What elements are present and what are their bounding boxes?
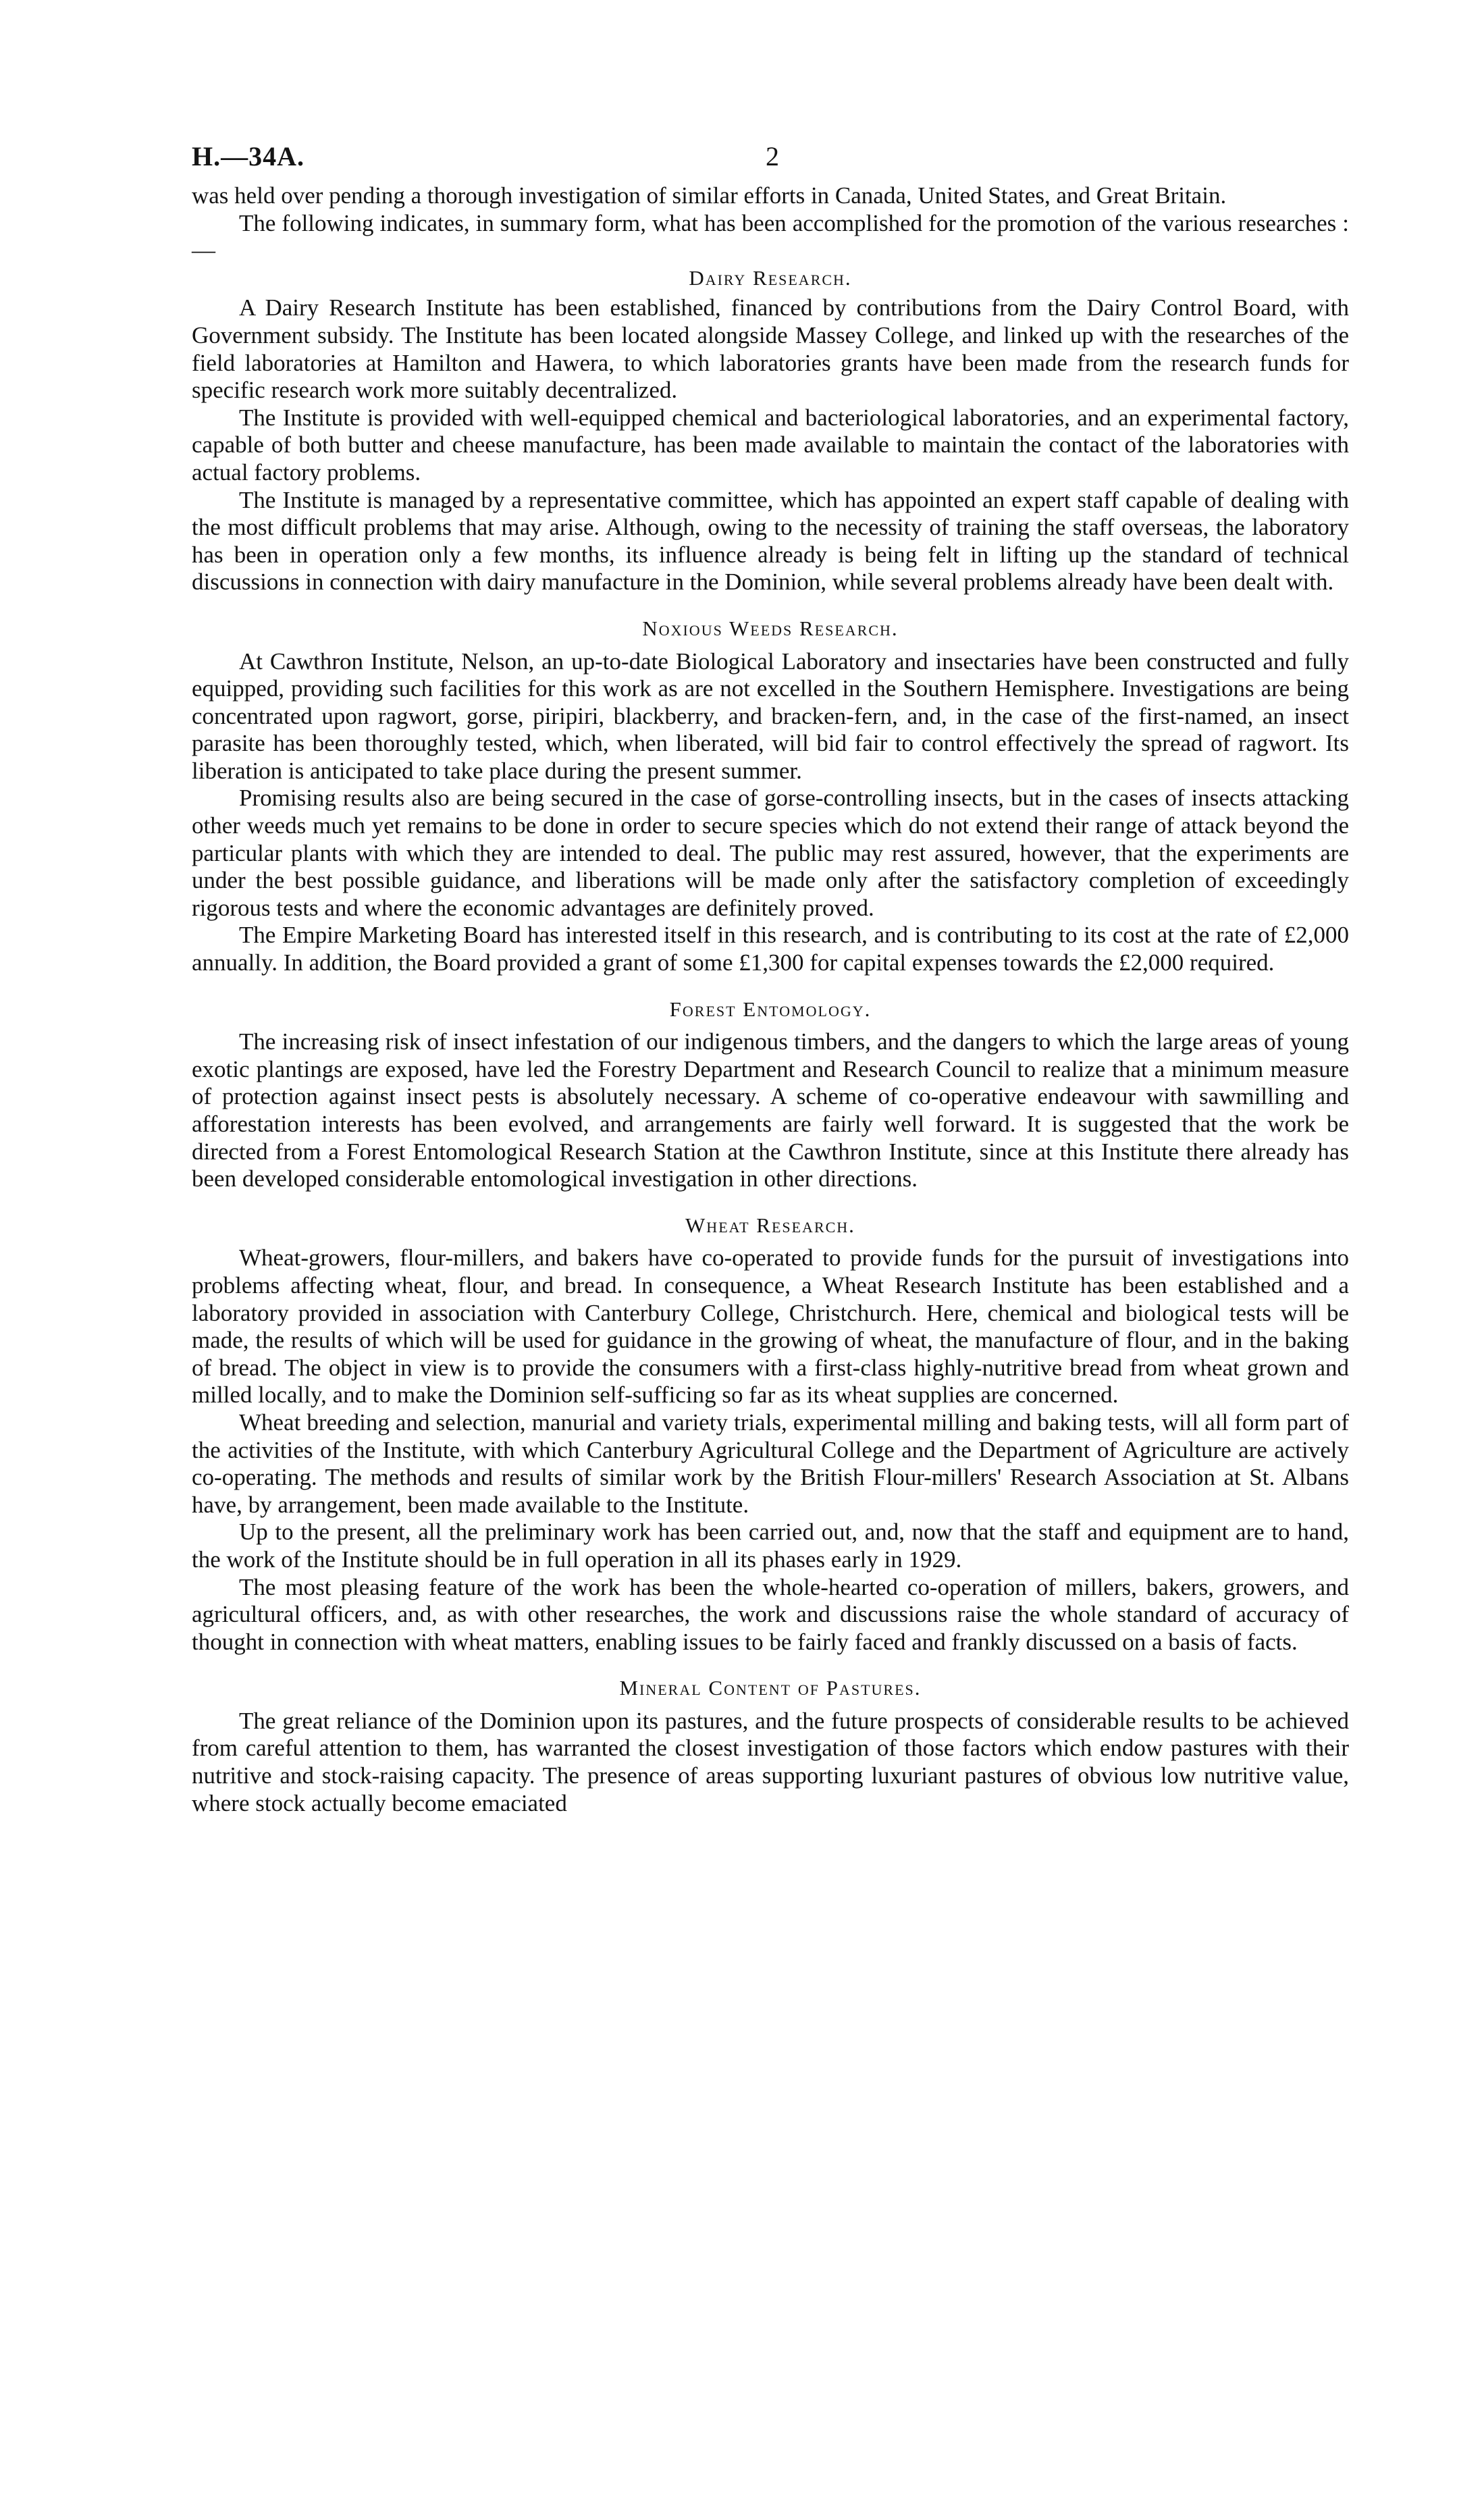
paragraph: A Dairy Research Institute has been established, financed by contributions from the Dairy Control Board, with Government subsidy. The Institute has been located alongside Massey College, and linked up with the researches of the field laboratories at Hamilton and Hawera, to which laboratories grants have been made from the research funds for specific research work more suitably decentralized.: [192, 294, 1349, 404]
document-page: [192, 135, 1349, 1817]
paragraph: Wheat-growers, flour-millers, and bakers have co-operated to provide funds for the pursuit of investigations into problems affecting wheat, flour, and bread. In consequence, a Wheat Research Institute has been established and a laboratory provided in association with Canterbury College, Christchurch. Here, chemical and biological tests will be made, the results of which will be used for guidance in the growing of wheat, the manufacture of flour, and in the baking of bread. The object in view is to provide the consumers with a first-class highly-nutritive bread from wheat grown and milled locally, and to make the Dominion self-sufficing so far as its wheat supplies are concerned.: [192, 1244, 1349, 1409]
paragraph: The Empire Marketing Board has interested itself in this research, and is contributing to its cost at the rate of £2,000 annually. In addition, the Board provided a grant of some £1,300 for capital expenses towards the £2,000 required.: [192, 922, 1349, 976]
section-heading: Dairy Research.: [689, 265, 852, 290]
paragraph: The Institute is provided with well-equipped chemical and bacteriological laboratories, and an experimental factory, capable of both butter and cheese manufacture, has been made available to maintain the contact of the laboratories with actual factory problems.: [192, 404, 1349, 485]
section-mineral-content-of-pastures: [192, 1675, 1349, 1817]
section-noxious-weeds-research: [192, 615, 1349, 977]
paragraph: The great reliance of the Dominion upon its pastures, and the future prospects of considerable results to be achieved from careful attention to them, has warranted the closest investigation of those factors which endow pastures with their nutritive and stock-raising capacity. The presence of areas supporting luxuriant pastures of obvious low nutritive value, where stock actually become emaciated: [192, 1707, 1349, 1816]
intro-continuation: was held over pending a thorough investigation of similar efforts in Canada, United States, and Great Britain.: [192, 182, 1227, 209]
section-heading: Forest Entomology.: [669, 997, 872, 1021]
section-wheat-research: [192, 1212, 1349, 1656]
document-reference: H.—34A.: [192, 141, 304, 172]
page-number: 2: [766, 141, 779, 172]
section-heading: Noxious Weeds Research.: [642, 616, 899, 640]
section-heading: Wheat Research.: [685, 1213, 855, 1237]
intro-summary: The following indicates, in summary form, what has been accomplished for the promotion of the various researches :—: [192, 209, 1349, 264]
page-header: [192, 135, 1349, 182]
paragraph: Up to the present, all the preliminary work has been carried out, and, now that the staff and equipment are to hand, the work of the Institute should be in full operation in all its phases early in 1929.: [192, 1519, 1349, 1573]
section-dairy-research: [192, 265, 1349, 596]
section-heading: Mineral Content of Pastures.: [619, 1676, 922, 1700]
paragraph: The increasing risk of insect infestation of our indigenous timbers, and the dangers to which the large areas of young exotic plantings are exposed, have led the Forestry Department and Research Council to realize that a minimum measure of protection against insect pests is absolutely necessary. A scheme of co-operative endeavour with sawmilling and afforestation interests has been evolved, and arrangements are fairly well forward. It is suggested that the work be directed from a Forest Entomological Research Station at the Cawthron Institute, since at this Institute there already has been developed considerable entomological investigation in other directions.: [192, 1028, 1349, 1192]
paragraph: The most pleasing feature of the work has been the whole-hearted co-operation of millers, bakers, growers, and agricultural officers, and, as with other researches, the work and discussions raise the whole standard of accuracy of thought in connection with wheat matters, enabling issues to be fairly faced and frankly discussed on a basis of facts.: [192, 1573, 1349, 1655]
paragraph: Promising results also are being secured in the case of gorse-controlling insects, but in the cases of insects attacking other weeds much yet remains to be done in order to secure species which do not extend their range of attack beyond the particular plants with which they are intended to deal. The public may rest assured, however, that the experiments are under the best possible guidance, and liberations will be made only after the satisfactory completion of exceedingly rigorous tests and where the economic advantages are definitely proved.: [192, 785, 1349, 921]
paragraph: The Institute is managed by a representative committee, which has appointed an expert staff capable of dealing with the most difficult problems that may arise. Although, owing to the necessity of training the staff overseas, the laboratory has been in operation only a few months, its influence already is being felt in lifting up the standard of technical discussions in connection with dairy manufacture in the Dominion, while several problems already have been dealt with.: [192, 486, 1349, 596]
paragraph: At Cawthron Institute, Nelson, an up-to-date Biological Laboratory and insectaries have been constructed and fully equipped, providing such facilities for this work as are not excelled in the Southern Hemisphere. Investigations are being concentrated upon ragwort, gorse, piripiri, blackberry, and bracken-fern, and, in the case of the first-named, an insect parasite has been thoroughly tested, which, when liberated, will bid fair to control effectively the spread of ragwort. Its liberation is anticipated to take place during the present summer.: [192, 648, 1349, 784]
section-forest-entomology: [192, 996, 1349, 1193]
paragraph: Wheat breeding and selection, manurial and variety trials, experimental milling and baking tests, will all form part of the activities of the Institute, with which Canterbury Agricultural College and the Department of Agriculture are actively co-operating. The methods and results of similar work by the British Flour-millers' Research Association at St. Albans have, by arrangement, been made available to the Institute.: [192, 1409, 1349, 1518]
